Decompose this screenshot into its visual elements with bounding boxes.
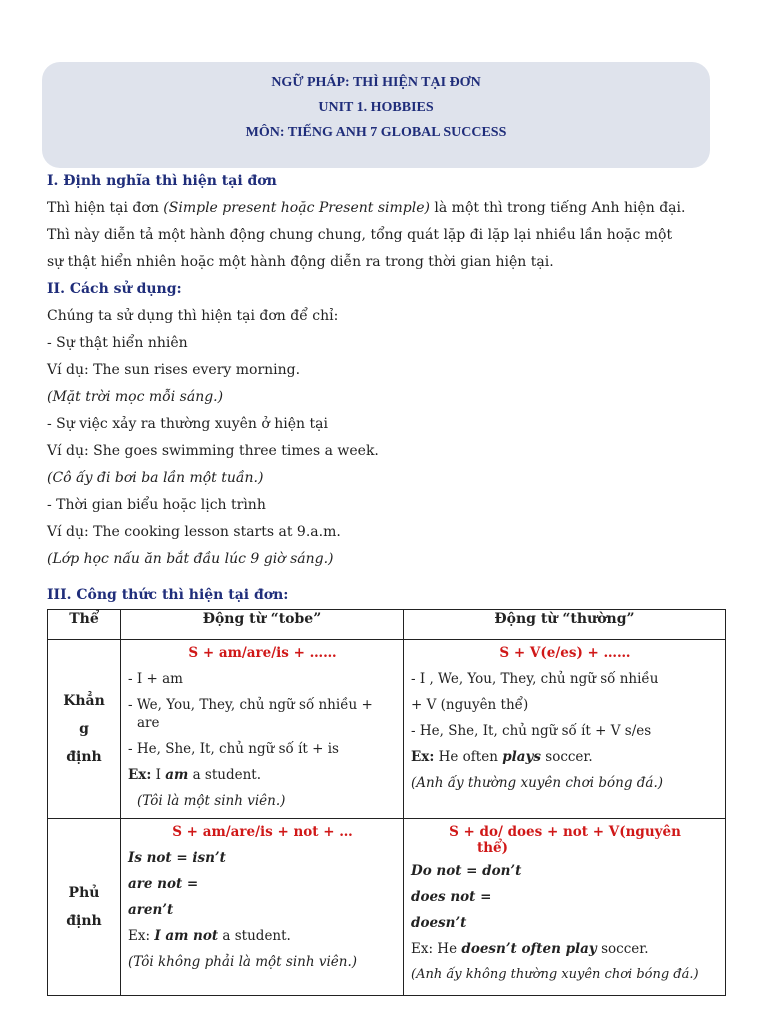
header-tobe: Động từ “tobe” (121, 610, 404, 640)
affirmative-label (48, 640, 121, 819)
neg-tobe-translation: (Tôi không phải là một sinh viên.) (128, 954, 357, 970)
aff-verb-line-2: + V (nguyên thể) (411, 697, 529, 713)
example-1: Ví dụ: The sun rises every morning. (47, 362, 301, 378)
document-body (47, 168, 727, 609)
aff-tobe-formula: S + am/are/is + …… (188, 645, 337, 661)
neg-tobe-line-3: aren’t (128, 902, 174, 918)
usage-2: - Sự việc xảy ra thường xuyên ở hiện tại (47, 416, 328, 432)
aff-tobe-line-2b: are (137, 715, 160, 731)
aff-label-a: Khẳn (63, 693, 105, 709)
aff-tobe-line-1: - I + am (128, 671, 183, 687)
aff-verb-translation: (Anh ấy thường xuyên chơi bóng đá.) (411, 775, 664, 791)
neg-verb-line-2: does not = (411, 889, 492, 905)
translation-2: (Cô ấy đi bơi ba lần một tuần.) (47, 470, 264, 486)
title-line-2: UNIT 1. HOBBIES (318, 100, 434, 115)
neg-tobe-ex-a: Ex: (128, 928, 155, 944)
neg-tobe-example (128, 927, 397, 945)
def-text-a: Thì hiện tại đơn (47, 200, 164, 216)
title-box (42, 62, 710, 168)
aff-tobe-line-2: - We, You, They, chủ ngữ số nhiều + (128, 697, 373, 713)
definition-paragraph-line-3: sự thật hiển nhiên hoặc một hành động diễn ra trong thời gian hiện tại. (47, 254, 554, 270)
aff-tobe-line-3: - He, She, It, chủ ngữ số ít + is (128, 741, 339, 757)
neg-verb-ex-a: Ex: He (411, 941, 462, 957)
neg-tobe-ex-c: a student. (218, 928, 291, 944)
aff-tobe-ex-a: I (151, 767, 166, 783)
title-line-1: NGỮ PHÁP: THÌ HIỆN TẠI ĐƠN (271, 75, 481, 90)
neg-tobe-line-1: Is not = isn’t (128, 850, 226, 866)
neg-verb-line-3: doesn’t (411, 915, 467, 931)
aff-verb-line-3: - He, She, It, chủ ngữ số ít + V s/es (411, 723, 652, 739)
negative-row (48, 819, 726, 996)
affirmative-tobe-cell (121, 640, 404, 819)
neg-tobe-line-2: are not = (128, 876, 199, 892)
neg-verb-line-1: Do not = don’t (411, 863, 522, 879)
aff-verb-ex-label: Ex: (411, 749, 435, 765)
aff-verb-formula: S + V(e/es) + …… (499, 645, 631, 661)
header-verb: Động từ “thường” (404, 610, 726, 640)
neg-verb-formula-a: S + do/ does + not + V(nguyên (449, 824, 681, 840)
affirmative-verb-cell (404, 640, 726, 819)
usage-1: - Sự thật hiển nhiên (47, 335, 188, 351)
usage-3: - Thời gian biểu hoặc lịch trình (47, 497, 266, 513)
negative-verb-cell (404, 819, 726, 996)
section3-heading: III. Công thức thì hiện tại đơn: (47, 587, 289, 603)
aff-tobe-ex-label: Ex: (128, 767, 152, 783)
neg-label-b: định (66, 913, 102, 929)
neg-verb-ex-c: soccer. (596, 941, 649, 957)
aff-label-c: định (66, 749, 102, 765)
aff-verb-example (411, 748, 719, 766)
aff-verb-ex-a: He often (434, 749, 503, 765)
usage-intro: Chúng ta sử dụng thì hiện tại đơn để chỉ: (47, 308, 339, 324)
aff-verb-line-1: - I , We, You, They, chủ ngữ số nhiều (411, 671, 659, 687)
translation-1: (Mặt trời mọc mỗi sáng.) (47, 389, 224, 405)
example-3: Ví dụ: The cooking lesson starts at 9.a.m. (47, 524, 341, 540)
neg-verb-formula-b: thể) (477, 840, 509, 856)
negative-tobe-cell (121, 819, 404, 996)
neg-label-a: Phủ (68, 885, 100, 901)
definition-paragraph-line-1 (47, 195, 727, 222)
neg-verb-ex-b: doesn’t often play (461, 941, 597, 957)
aff-verb-ex-c: soccer. (540, 749, 593, 765)
affirmative-row (48, 640, 726, 819)
definition-paragraph-line-2: Thì này diễn tả một hành động chung chung, tổng quát lặp đi lặp lại nhiều lần hoặc một (47, 227, 673, 243)
section2-heading: II. Cách sử dụng: (47, 281, 182, 297)
neg-verb-translation: (Anh ấy không thường xuyên chơi bóng đá.) (411, 967, 699, 982)
def-text-c: là một thì trong tiếng Anh hiện đại. (429, 200, 686, 216)
neg-verb-example (411, 940, 719, 958)
table-header-row (48, 610, 726, 640)
negative-label (48, 819, 121, 996)
translation-3: (Lớp học nấu ăn bắt đầu lúc 9 giờ sáng.) (47, 551, 334, 567)
aff-verb-ex-b: plays (502, 749, 541, 765)
def-text-italic: (Simple present hoặc Present simple) (163, 200, 430, 216)
aff-label-b: g (79, 721, 89, 737)
example-2: Ví dụ: She goes swimming three times a week. (47, 443, 379, 459)
aff-tobe-ex-c: a student. (188, 767, 262, 783)
aff-tobe-example (128, 766, 397, 784)
neg-tobe-ex-b: I am not (154, 928, 219, 944)
neg-tobe-formula: S + am/are/is + not + … (172, 824, 353, 840)
section1-heading: I. Định nghĩa thì hiện tại đơn (47, 173, 277, 189)
aff-tobe-translation: (Tôi là một sinh viên.) (137, 793, 286, 809)
formula-table (47, 609, 726, 996)
header-the: Thể (48, 610, 121, 640)
aff-tobe-ex-b: am (165, 767, 189, 783)
title-line-3: MÔN: TIẾNG ANH 7 GLOBAL SUCCESS (245, 125, 507, 140)
